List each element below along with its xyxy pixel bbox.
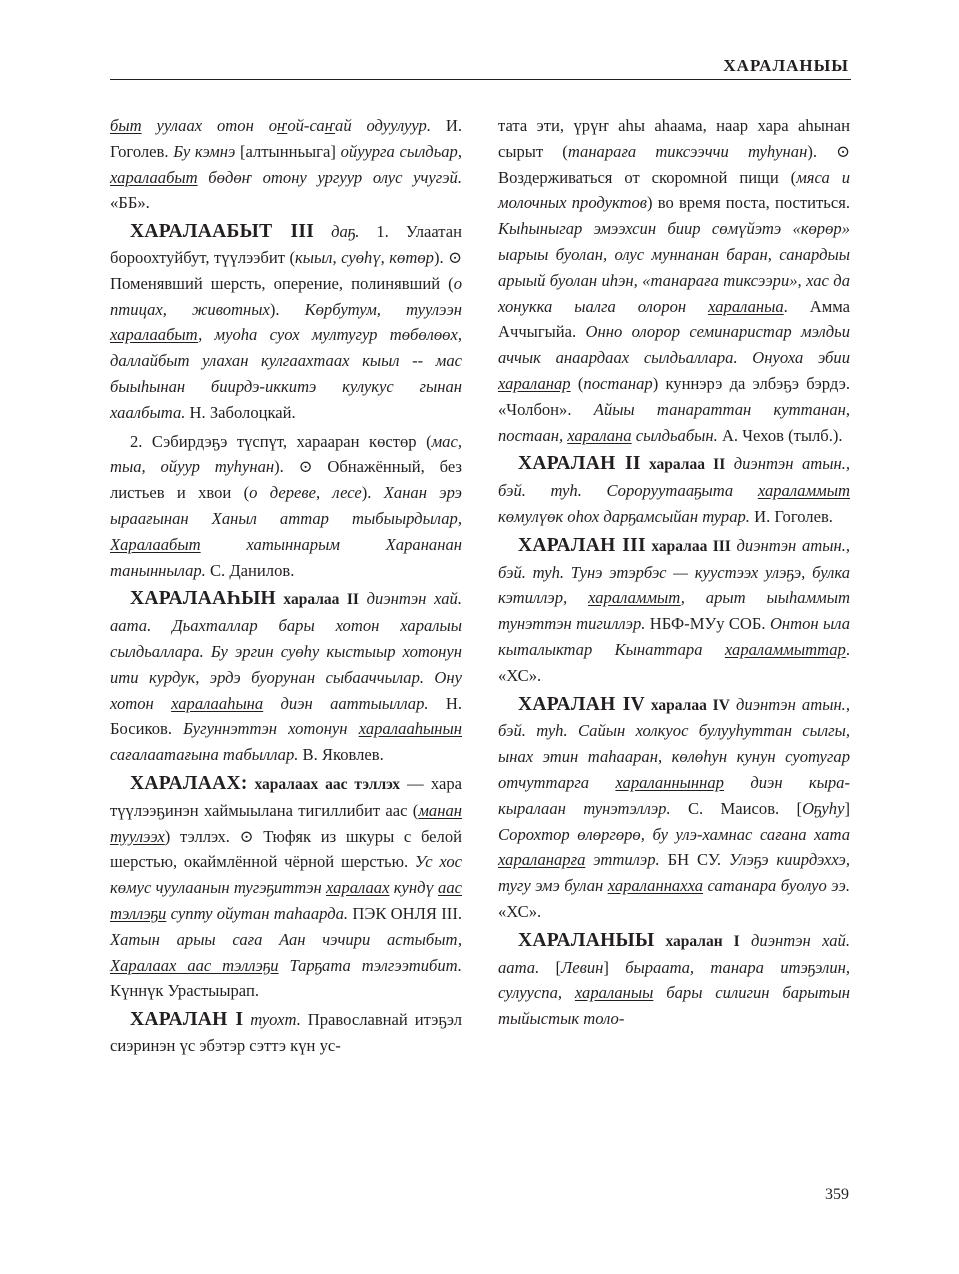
source-ref: БН СУ. (659, 850, 729, 870)
underlined-word: хаpаланнахха (607, 876, 704, 896)
headword: ХАРАЛАНЫЫ (518, 929, 655, 951)
underlined-word: хаpалаабыт (110, 167, 198, 187)
underlined-letter: ҥ (324, 116, 336, 135)
dictionary-entry (110, 1007, 462, 1059)
header-rule (110, 79, 851, 80)
example-text: диэнтэн атын., бэй. туһ. Тунэ этэрбэс — куустээх улэҕэ, булка кэтиллэр, (498, 535, 850, 608)
example-text: ой-са (287, 116, 325, 135)
example-text: хатыннарым Харананан таныннылар. (110, 534, 462, 580)
example-text: Бугуннэттэн хотонун (183, 719, 359, 739)
source-ref: В. Яковлев. (298, 745, 384, 765)
example-text: бары силигин барытын тыйыстык толо- (498, 983, 850, 1029)
usage-note: диэнтэн хай. аата. (498, 930, 850, 977)
part-of-speech: туохт. (243, 1010, 301, 1030)
example-text: супту ойутан таһаарда. (166, 903, 349, 923)
underlined-word: хаpалаабыт (110, 325, 199, 345)
example-text: уулаах отон о (141, 116, 277, 135)
underlined-word: быт (110, 116, 142, 135)
underlined-word: хаpалааһынын (358, 719, 462, 739)
usage-note: о птицах, животных (110, 273, 462, 319)
page-number: 359 (825, 1186, 849, 1203)
part-of-speech: даҕ. (314, 222, 360, 242)
derivation: харалаа III (645, 537, 731, 555)
usage-note: мас, тыа, ойуур туһунан (110, 431, 462, 477)
definition-text: тата эти, үрүҥ аһы аһаама, наар хара аһынан сырыт ( (498, 116, 850, 161)
source-ref: Н. Босиков. (110, 693, 462, 739)
example-text: бырaатa, танара итэҕэлин, сулууспа, (498, 957, 850, 1003)
headword: ХАРАЛААБЫТ III (130, 221, 315, 243)
usage-note: кыыл, суөһү, көтөр (295, 247, 434, 267)
collocation: харалаах аас тэллэх (247, 775, 401, 793)
example-text: сатанара буолуо ээ. (703, 876, 851, 896)
example-text: Ус хос көмус чуулаанын тугэҕиттэн (110, 852, 462, 898)
example-text: диэнтэн атын., бэй. туһ. Сороруутааҕыта (498, 454, 850, 501)
usage-note: манан туулээх (110, 800, 462, 846)
dictionary-entry (498, 533, 850, 689)
source-ref: «ББ». (110, 193, 150, 213)
derivation: харалан I (654, 932, 740, 950)
left-column (110, 113, 462, 1062)
underlined-word: хаpаланыы (574, 983, 654, 1003)
definition-text: ). (269, 299, 305, 319)
example-text: Улэҕэ киирдэххэ, тугу эмэ булан (498, 850, 850, 896)
definition-text: ). ⊙ Обнажённый, без листьев и хвои ( (110, 457, 462, 503)
underlined-word: хаpалаах (326, 878, 390, 898)
usage-note: мяса и молочных продуктов (498, 167, 850, 213)
source-ref: Н. Заболоцкай. (185, 402, 296, 422)
entry-sense-2 (110, 429, 462, 584)
definition-text: 1. Улаатан бороохтуйбут, түүлээбит ( (110, 222, 462, 267)
underlined-word: хаpаланныннар (615, 772, 724, 792)
underlined-word: хаpаланыа (708, 296, 784, 316)
underlined-word: Хаpалаах аас тэллэҕи (110, 955, 279, 975)
source-ref: НБФ-МУу СОБ. (645, 614, 770, 634)
example-text: , арыт ыыһаммыт тунэттэн тигиллэр. (498, 588, 850, 634)
continued-paragraph (110, 113, 462, 216)
derivation: харалаа IV (644, 696, 730, 714)
dictionary-entry (498, 928, 850, 1032)
dictionary-entry (498, 692, 850, 925)
underlined-word: хаpаланарға (498, 850, 586, 870)
underlined-word: хаpаламмыттар (724, 639, 846, 659)
example-text: Кыһыныгар эмээхсин биир сөмүйэтэ «көрөр» ыарыы буолан, олус муннанан баран, санардыы арыый буолан иһэн, «танараға тиксээри», хас да хонукка ыалга олорон (498, 219, 850, 316)
underlined-word: хаpалана (567, 425, 632, 445)
definition-text: — хара түүлээҕинэн хаймыылана тигиллибит аас ( (110, 773, 463, 820)
dictionary-entry (110, 771, 462, 1004)
definition-text: ). ⊙ Воздерживаться от скоромной пищи ( (498, 141, 850, 187)
derivation: харалаа II (275, 591, 359, 609)
example-text: бөдөҥ отону ургуур олус учугэй. (197, 167, 462, 187)
source-ref: И. Гоголев. (110, 116, 463, 161)
punct: ( (570, 373, 584, 393)
usage-note: Левин (561, 957, 604, 977)
definition-text: ) во время поста, поститься. (646, 193, 850, 213)
example-text: көмулүөк оһох дарҕамсыйан турар. (498, 506, 750, 526)
definition-text: ). ⊙ Поменявший шерсть, оперение, полинявший ( (110, 247, 463, 293)
note-text: [алтынньыга] (235, 141, 341, 161)
example-text: Айыы танараттан куттанан, постаан, (498, 399, 850, 445)
example-text: Онтон ыла кыталыктар Кынаттара (498, 614, 850, 659)
example-text: Көрбутум, туулээн (304, 299, 462, 319)
headword: ХАРАЛАН I (130, 1009, 244, 1031)
underlined-word: хаpаланар (498, 373, 571, 393)
dictionary-entry (110, 219, 462, 425)
example-text: сылдьабын. (631, 425, 718, 445)
example-text: ойуурга сылдьар, (340, 141, 462, 161)
example-text: диэн кыра-кыралаан тунэтэллэр. (498, 772, 851, 818)
punct: ] (603, 957, 626, 977)
example-text: сағалаатағына табыллар. (110, 745, 299, 765)
example-text: кундү (389, 878, 439, 898)
definition-text: 2. Сэбирдэҕэ түспүт, харааран көстөр ( (130, 431, 432, 451)
definition-text: ). (361, 483, 384, 503)
headword: ХАРАЛАН III (518, 534, 646, 556)
source-ref: ПЭК ОНЛЯ III. (348, 903, 462, 923)
example-text: Онно олорор семинаристар мэлдьи аччык анаардаах сылдьаллара. Онуоха эбии (498, 322, 850, 368)
running-head: ХАРАЛАНЫЫ (723, 56, 849, 75)
example-text: Ханан эрэ ыраағынан Ханыл аттар тыбыырдылар, (110, 483, 462, 528)
example-text: диэнтэн атын., бэй. туһ. Сайын холкуос булууһуттан сылгы, ынах этин таһааран, көлөһун кунун суотугар отчуттарга (498, 694, 850, 792)
headword: ХАРАЛАН II (518, 453, 641, 475)
source-ref: «ХС». (498, 901, 542, 921)
example-text: эттилэр. (585, 850, 660, 870)
source-ref: И. Гоголев. (749, 506, 833, 526)
right-column (498, 113, 850, 1035)
continued-paragraph (498, 113, 850, 448)
source-ref: А. Чехов (тылб.). (717, 425, 843, 445)
headword: ХАРАЛААХ: (130, 772, 248, 794)
derivation: харалаа II (640, 456, 726, 474)
source-ref: С. Маисов. [ (670, 798, 803, 818)
underlined-word: хаpаламмыт (588, 588, 681, 608)
usage-note: о дереве, лесе (249, 483, 362, 503)
source-ref: Күннүк Урастыырап. (110, 981, 259, 1001)
usage-note: танараға тиксээччи туһунан (567, 141, 808, 161)
underlined-word: аас тэллэҕи (110, 878, 462, 923)
example-text: Сорохтор өлөргөрө, бу улэ-хамнас сағана хата (498, 824, 850, 844)
dictionary-entry (498, 451, 850, 529)
punct: ] (844, 798, 850, 818)
dictionary-entry (110, 586, 462, 768)
example-text: постанар (583, 373, 653, 393)
usage-note: Оҕуһу (802, 798, 845, 818)
example-text: , муоһа суох мултугур төбөлөөх, даллайбыт улахан кулгаахтаах кыыл -- мас быыһынан биирдэ-иккитэ кулукус гынан хаалбыта. (110, 325, 462, 422)
underlined-word: хаpалааһына (171, 693, 264, 713)
definition-text: ) тэллэх. ⊙ Тюфяк из шкуры с белой шерстью, окаймлённой чёрной шерстью. (110, 826, 462, 872)
example-text: ай одуулуур. (335, 116, 431, 135)
example-text: диэнтэн хай. аата. Дьахталлар бары хотон харалыы сылдьаллара. Бу эргин суөһу кыстыыр хотонун ити курдук, эрдэ буорунан сыбааччылар. Ону хотон (110, 589, 462, 713)
source-ref: ) куннэрэ да элбэҕэ бэрдэ. «Чолбон». (498, 373, 850, 419)
underlined-letter: ҥ (277, 116, 288, 135)
headword: ХАРАЛААҺЫН (130, 588, 276, 610)
underlined-word: Хаpалаабыт (110, 534, 201, 554)
underlined-word: хаpаламмыт (757, 481, 850, 501)
definition-text: Православнай итэҕэл сиэринэн үс эбэтэр сэттэ күн ус- (110, 1010, 463, 1055)
source-ref: . Амма Аччыгыйа. (498, 296, 850, 342)
source-ref: С. Данилов. (205, 560, 295, 580)
example-text: Хатын арыы сағa Аан чэчири астыбыт, (110, 929, 462, 949)
example-text: диэн ааттыыллар. (263, 693, 429, 713)
source-ref: . «ХС». (498, 639, 850, 685)
punct: [ (539, 957, 562, 977)
example-text: Тарҕата тэлгээтибит. (278, 955, 462, 975)
example-text: Бу кэмнэ (173, 141, 236, 161)
headword: ХАРАЛАН IV (518, 693, 645, 715)
